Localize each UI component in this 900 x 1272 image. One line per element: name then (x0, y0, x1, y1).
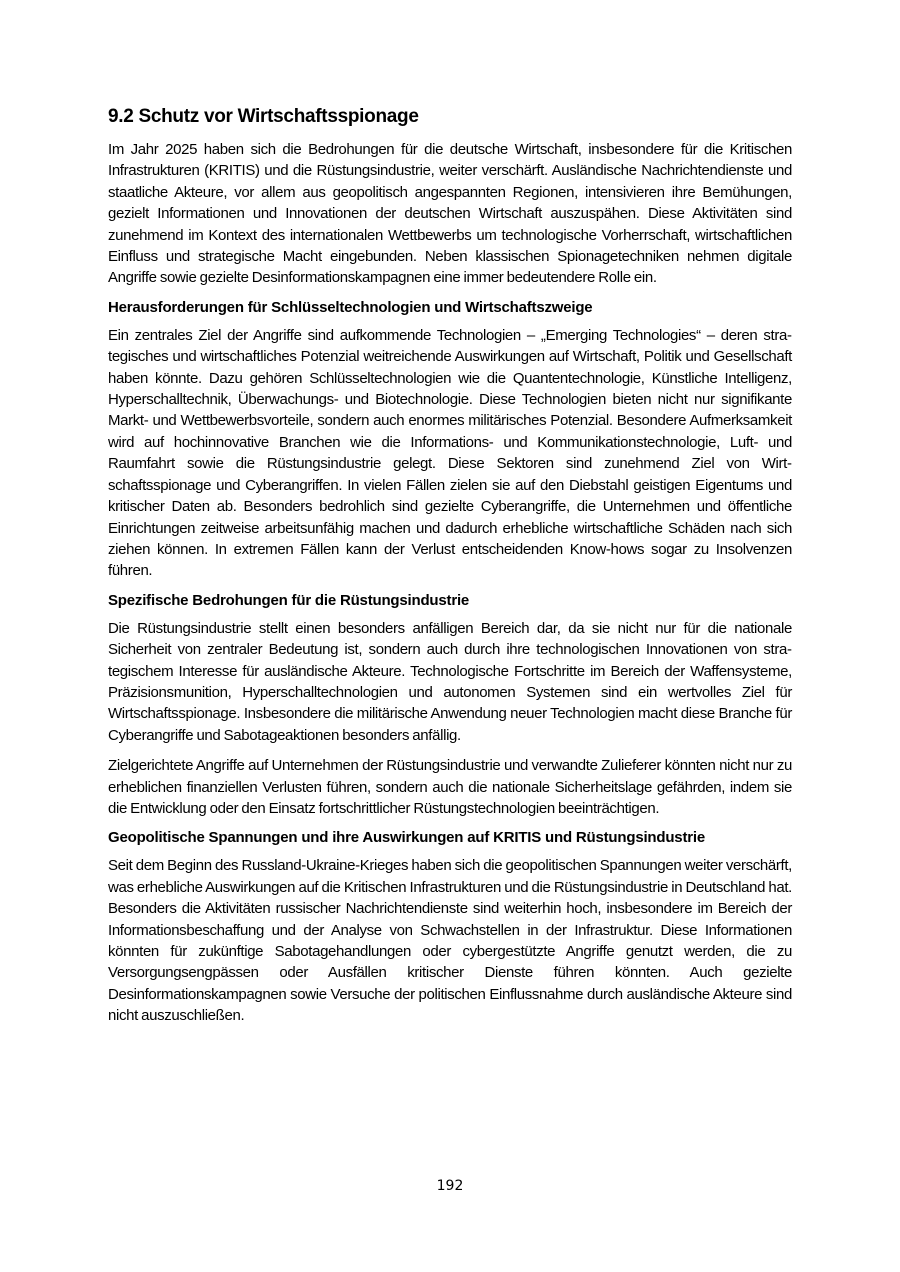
section-title: 9.2 Schutz vor Wirtschaftsspionage (108, 106, 419, 127)
geopolitics-paragraph: Seit dem Beginn des Russland-Ukraine-Krieges haben sich die geopolitischen Spannungen weiter verschärft, was erhebliche Auswirkungen auf die Kritischen Infrastrukturen und die Rüstungsindustrie in Deutschland hat. Besonders die Aktivitäten russischer Nachrichtendienste sind weiterhin hoch, insbesondere im Bereich der Informationsbeschaffung und der Analyse von Schwachstellen in der Infrastruktur. Diese Informationen könnten für zukünftige Sabotagehandlungen oder cybergestützte Angriffe genutzt werden, die zu Versorgungsengpässen oder Ausfällen kritischer Dienste führen könnten. Auch gezielte Desinformationskampagnen sowie Versuche der politischen Einflussnahme durch ausländische Akteure sind nicht auszuschließen. (108, 857, 792, 1025)
page-number: 192 (436, 1178, 464, 1194)
defense-industry-paragraph-2: Zielgerichtete Angriffe auf Unternehmen der Rüstungsindustrie und verwandte Zulieferer könnten nicht nur zu erheblichen finanziellen Verlusten führen, sondern auch die nationale Sicherheitslage gefährden, indem sie die Entwicklung oder den Einsatz fortschrittlicher Rüstungstechnologien beeinträchtigen. (108, 757, 792, 817)
technologies-paragraph: Ein zentrales Ziel der Angriffe sind aufkommende Technologien – „Emerging Technologies“ – deren strategisches und wirtschaftliches Potenzial weitreichende Auswirkungen auf Wirtschaft, Politik und Gesellschaft haben könnte. Dazu gehören Schlüsseltechnologien wie die Quantentechnologie, Künstliche Intelligenz, Hyperschalltechnik, Überwachungs- und Biotechnologie. Diese Technologien bieten nicht nur signifikante Markt- und Wettbewerbsvorteile, sondern auch enormes militärisches Potenzial. Besondere Aufmerksamkeit wird auf hochinnovative Branchen wie die Informations- und Kommunikationstechnologie, Luft- und Raumfahrt sowie die Rüstungsindustrie gelegt. Diese Sektoren sind zunehmend Ziel von Wirtschaftsspionage und Cyberangriffen. In vielen Fällen zielen sie auf den Diebstahl geistigen Eigentums und kritischer Daten ab. Besonders bedrohlich sind gezielte Cyberangriffe, die Unternehmen und öffentliche Einrichtungen zeitweise arbeitsunfähig machen und dadurch erhebliche wirtschaftliche Schäden nach sich ziehen können. In extremen Fällen kann der Verlust entscheidenden Know-hows sogar zu Insolvenzen führen. (108, 326, 792, 580)
document-page (108, 104, 792, 1036)
subsection-heading-defense-industry: Spezifische Bedrohungen für die Rüstungsindustrie (108, 591, 470, 609)
defense-industry-paragraph-1: Die Rüstungsindustrie stellt einen besonders anfälligen Bereich dar, da sie nicht nur für die nationale Sicherheit von zentraler Bedeutung ist, sondern auch durch ihre technologischen Innovationen von strategischem Interesse für ausländische Akteure. Technologische Fortschritte im Bereich der Waffensysteme, Präzisionsmunition, Hyperschalltechnologien und autonomen Systemen sind ein wertvolles Ziel für Wirtschaftsspionage. Insbesondere die militärische Anwendung neuer Technologien macht diese Branche für Cyberangriffe und Sabotageaktionen besonders anfällig. (108, 619, 792, 744)
subsection-heading-technologies: Herausforderungen für Schlüsseltechnologien und Wirtschaftszweige (108, 298, 593, 316)
intro-paragraph: Im Jahr 2025 haben sich die Bedrohungen für die deutsche Wirtschaft, insbesondere für die Kritischen Infrastrukturen (KRITIS) und die Rüstungsindustrie, weiter verschärft. Ausländische Nachrichtendienste und staatliche Akteure, vor allem aus geopolitisch angespannten Regionen, intensivieren ihre Bemühungen, gezielt Informationen und Innovationen der deutschen Wirtschaft auszuspähen. Diese Aktivitäten sind zunehmend im Kontext des internationalen Wettbewerbs um technologische Vorherrschaft, wirtschaftlichen Einfluss und strategische Macht eingebunden. Neben klassischen Spionagetechniken nehmen digitale Angriffe sowie gezielte Desinformationskampagnen eine immer bedeutendere Rolle ein. (108, 141, 792, 287)
subsection-heading-geopolitics: Geopolitische Spannungen und ihre Auswirkungen auf KRITIS und Rüstungsindustrie (108, 829, 705, 847)
